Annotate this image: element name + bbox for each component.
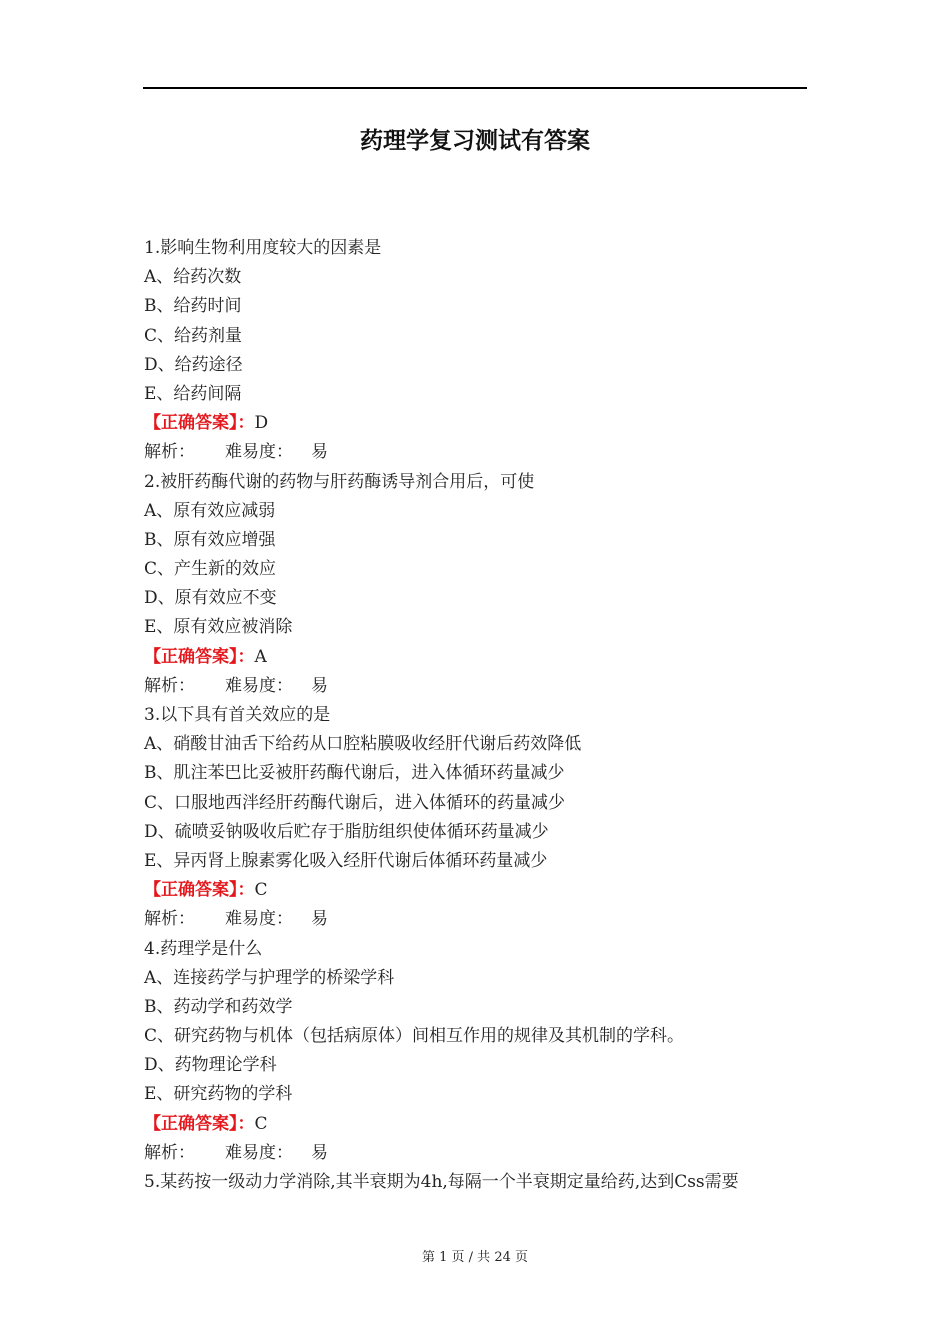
difficulty-value: 易 [311, 909, 328, 930]
answer-label: 【正确答案】： [144, 880, 255, 901]
question-stem: 3.以下具有首关效应的是 [144, 705, 331, 725]
difficulty-label: 难易度： [225, 442, 293, 463]
option: C、给药剂量 [144, 325, 243, 346]
answer-value: D [254, 413, 269, 434]
option: B、原有效应增强 [144, 529, 276, 550]
difficulty-value: 易 [311, 675, 328, 696]
option: B、给药时间 [144, 296, 242, 317]
answer-label: 【正确答案】： [144, 413, 255, 434]
option: A、连接药学与护理学的桥梁学科 [144, 967, 395, 988]
option: D、给药途径 [144, 354, 243, 375]
option: B、肌注苯巴比妥被肝药酶代谢后，进入体循环药量减少 [144, 763, 565, 784]
analysis-label: 解析： [144, 1142, 195, 1163]
difficulty-label: 难易度： [225, 909, 293, 930]
option: E、给药间隔 [144, 383, 242, 404]
answer-label: 【正确答案】： [144, 1113, 255, 1134]
option: B、药动学和药效学 [144, 996, 293, 1017]
option: D、原有效应不变 [144, 588, 277, 609]
question-stem: 4.药理学是什么 [144, 938, 263, 959]
page-footer: 第 1 页 / 共 24 页 [422, 1250, 528, 1265]
option: E、研究药物的学科 [144, 1084, 293, 1105]
question-stem: 5.某药按一级动力学消除,其半衰期为4h,每隔一个半衰期定量给药,达到Css需要 [144, 1172, 739, 1192]
analysis-label: 解析： [144, 909, 195, 930]
difficulty-label: 难易度： [225, 675, 293, 696]
answer-line [144, 643, 808, 672]
page-title: 药理学复习测试有答案 [360, 128, 590, 154]
answer-line [144, 409, 808, 438]
option: D、硫喷妥钠吸收后贮存于脂肪组织使体循环药量减少 [144, 821, 549, 842]
option: C、研究药物与机体（包括病原体）间相互作用的规律及其机制的学科。 [144, 1026, 685, 1047]
question-stem: 2.被肝药酶代谢的药物与肝药酶诱导剂合用后，可使 [144, 471, 535, 492]
answer-label: 【正确答案】： [144, 646, 255, 667]
answer-value: C [254, 880, 268, 901]
difficulty-label: 难易度： [225, 1142, 293, 1163]
analysis-line [144, 1139, 808, 1168]
analysis-label: 解析： [144, 442, 195, 463]
difficulty-value: 易 [311, 442, 328, 463]
option: C、产生新的效应 [144, 559, 277, 580]
answer-value: A [254, 646, 267, 667]
answer-value: C [254, 1113, 268, 1134]
question-stem: 1.影响生物利用度较大的因素是 [144, 238, 382, 258]
difficulty-value: 易 [311, 1142, 328, 1163]
analysis-line [144, 905, 808, 934]
option: A、原有效应减弱 [144, 500, 276, 521]
analysis-label: 解析： [144, 675, 195, 696]
answer-line [144, 1110, 808, 1139]
analysis-line [144, 672, 808, 701]
analysis-line [144, 438, 808, 467]
question-list [144, 234, 808, 1197]
option: C、口服地西泮经肝药酶代谢后，进入体循环的药量减少 [144, 792, 566, 813]
answer-line [144, 876, 808, 905]
option: A、给药次数 [144, 267, 242, 288]
header-rule [143, 87, 807, 89]
option: E、异丙肾上腺素雾化吸入经肝代谢后体循环药量减少 [144, 850, 548, 871]
option: A、硝酸甘油舌下给药从口腔粘膜吸收经肝代谢后药效降低 [144, 734, 582, 755]
option: E、原有效应被消除 [144, 617, 293, 638]
option: D、药物理论学科 [144, 1055, 277, 1076]
